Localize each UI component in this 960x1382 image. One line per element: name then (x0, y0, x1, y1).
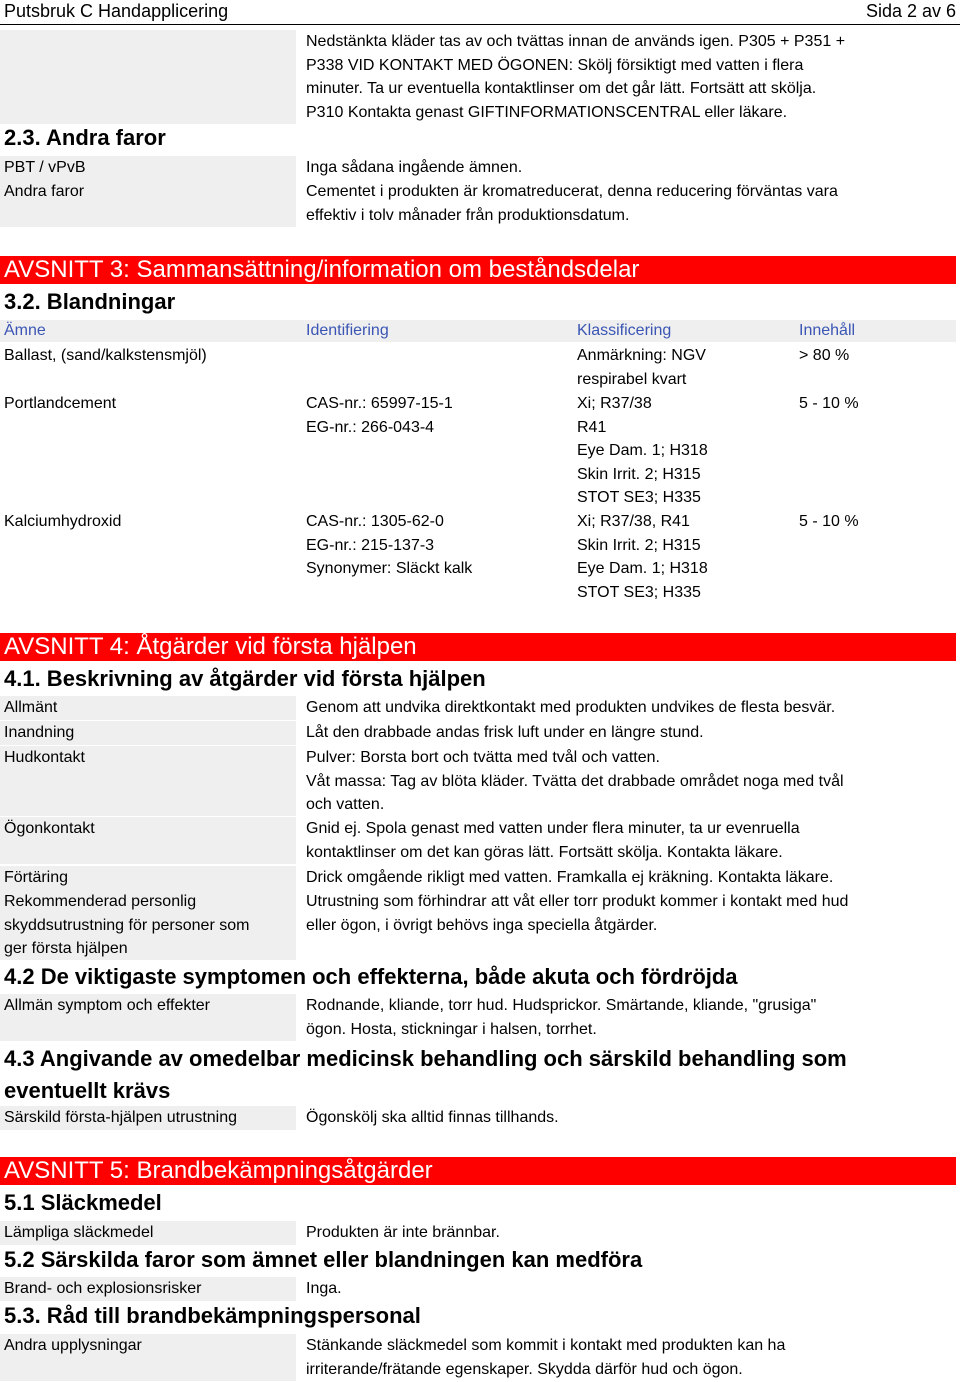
label-cell-blank (0, 30, 296, 124)
content-amount: 5 - 10 % (799, 395, 859, 412)
firefighter-advice-line: Stänkande släckmedel som kommit i kontakt med produkten kan ha (306, 1337, 786, 1354)
section-5-title: AVSNITT 5: Brandbekämpningsåtgärder (0, 1157, 956, 1185)
firefighter-advice-value (306, 1334, 956, 1381)
inhalation-label: Inandning (0, 721, 296, 745)
substance-name: Ballast, (sand/kalkstensmjöl) (4, 347, 207, 364)
identification-line: CAS-nr.: 65997-15-1 (306, 395, 453, 412)
symptoms-line: Rodnande, kliande, torr hud. Hudsprickor. Smärtande, kliande, "grusiga" (306, 997, 817, 1014)
substance-name: Portlandcement (4, 395, 117, 412)
classification-cell (577, 510, 795, 604)
firefighter-advice-line: irriterande/frätande egenskaper. Skydda därför hud och ögon. (306, 1360, 743, 1378)
skin-contact-label: Hudkontakt (0, 746, 296, 816)
identification-line: EG-nr.: 266-043-4 (306, 418, 435, 436)
symptoms-label: Allmän symptom och effekter (0, 994, 296, 1041)
general-label: Allmänt (0, 696, 296, 720)
ppe-line: Utrustning som förhindrar att våt eller torr produkt kommer i kontakt med hud (306, 893, 849, 910)
precaution-line: minuter. Ta ur eventuella kontaktlinser om det går lätt. Fortsätt att skölja. (306, 80, 817, 97)
ppe-label-line: Rekommenderad personlig (4, 893, 197, 910)
ppe-label (0, 890, 296, 960)
content-amount: > 80 % (799, 347, 850, 364)
section-4-title: AVSNITT 4: Åtgärder vid första hjälpen (0, 633, 956, 661)
other-hazards-line: effektiv i tolv månader från produktionsdatum. (306, 206, 630, 224)
inhalation-value: Låt den drabbade andas frisk luft under en längre stund. (306, 724, 704, 741)
identification-line: Synonymer: Släckt kalk (306, 560, 473, 577)
pbt-value: Inga sådana ingående ämnen. (306, 159, 523, 176)
special-equipment-label: Särskild första-hjälpen utrustning (0, 1106, 296, 1130)
classification-cell (577, 344, 795, 391)
column-header-classification: Klassificering (577, 322, 672, 339)
classification-line: Skin Irrit. 2; H315 (577, 465, 701, 483)
precaution-line: Nedstänkta kläder tas av och tvättas innan de används igen. P305 + P351 + (306, 33, 846, 50)
subsection-heading-4-2: 4.2 De viktigaste symptomen och effekterna, både akuta och fördröjda (4, 964, 738, 989)
eye-contact-line: Gnid ej. Spola genast med vatten under flera minuter, ta ur evenruella (306, 820, 800, 837)
subsection-heading-line: 4.3 Angivande av omedelbar medicinsk behandling och särskild behandling som (4, 1046, 847, 1071)
classification-cell (577, 392, 795, 510)
identification-cell (306, 510, 572, 581)
identification-cell (306, 392, 572, 439)
other-hazards-line: Cementet i produkten är kromatreducerat, denna reducering förväntas vara (306, 183, 838, 200)
content-amount: 5 - 10 % (799, 513, 859, 530)
skin-contact-line: Pulver: Borsta bort och tvätta med tvål och vatten. (306, 749, 660, 766)
ingestion-value: Drick omgående rikligt med vatten. Framkalla ej kräkning. Kontakta läkare. (306, 869, 834, 886)
classification-line: respirabel kvart (577, 370, 687, 388)
precaution-line: P310 Kontakta genast GIFTINFORMATIONSCENTRAL eller läkare. (306, 103, 788, 121)
skin-contact-line: Våt massa: Tag av blöta kläder. Tvätta det drabbade området noga med tvål (306, 772, 844, 790)
subsection-heading-5-2: 5.2 Särskilda faror som ämnet eller blandningen kan medföra (4, 1247, 643, 1272)
subsection-heading-2-3: 2.3. Andra faror (4, 125, 166, 150)
general-value: Genom att undvika direktkontakt med produkten undvikes de flesta besvär. (306, 699, 836, 716)
subsection-heading-4-3 (4, 1043, 847, 1107)
classification-line: Xi; R37/38, R41 (577, 513, 690, 530)
fire-hazards-label: Brand- och explosionsrisker (0, 1277, 296, 1301)
classification-line: Anmärkning: NGV (577, 347, 706, 364)
classification-line: Eye Dam. 1; H318 (577, 442, 708, 459)
classification-line: R41 (577, 418, 607, 436)
pbt-label: PBT / vPvB (0, 156, 296, 180)
ppe-label-line: skyddsutrustning för personer som (4, 916, 250, 934)
classification-line: Eye Dam. 1; H318 (577, 560, 708, 577)
subsection-heading-3-2: 3.2. Blandningar (4, 289, 176, 314)
skin-contact-value (306, 746, 956, 817)
section-3-title: AVSNITT 3: Sammansättning/information om beståndsdelar (0, 256, 956, 284)
ppe-line: eller ögon, i övrigt behövs inga speciella åtgärder. (306, 916, 658, 934)
classification-line: STOT SE3; H335 (577, 489, 701, 506)
skin-contact-line: och vatten. (306, 796, 385, 813)
eye-contact-line: kontaktlinser om det kan göras lätt. Fortsätt skölja. Kontakta läkare. (306, 843, 783, 861)
eye-contact-value (306, 817, 956, 864)
identification-line: CAS-nr.: 1305-62-0 (306, 513, 444, 530)
page-number: Sida 2 av 6 (865, 1, 956, 21)
column-header-content: Innehåll (799, 322, 856, 339)
composition-table-header (0, 320, 956, 342)
classification-line: Skin Irrit. 2; H315 (577, 536, 701, 554)
ppe-value (306, 890, 956, 937)
extinguishing-media-value: Produkten är inte brännbar. (306, 1224, 500, 1241)
special-equipment-value: Ögonskölj ska alltid finnas tillhands. (306, 1109, 559, 1126)
other-hazards-label: Andra faror (0, 180, 296, 227)
substance-name: Kalciumhydroxid (4, 513, 122, 530)
column-header-substance: Ämne (4, 322, 46, 339)
identification-line: EG-nr.: 215-137-3 (306, 536, 435, 554)
classification-line: STOT SE3; H335 (577, 583, 701, 601)
document-title: Putsbruk C Handapplicering (4, 1, 229, 21)
precaution-statements (306, 30, 956, 124)
symptoms-value (306, 994, 956, 1041)
other-hazards-value (306, 180, 956, 227)
ingestion-label: Förtäring (0, 866, 296, 890)
subsection-heading-5-3: 5.3. Råd till brandbekämpningspersonal (4, 1303, 421, 1328)
firefighter-advice-label: Andra upplysningar (0, 1334, 296, 1381)
precaution-line: P338 VID KONTAKT MED ÖGONEN: Skölj försiktigt med vatten i flera (306, 56, 804, 74)
subsection-heading-5-1: 5.1 Släckmedel (4, 1190, 162, 1215)
subsection-heading-4-1: 4.1. Beskrivning av åtgärder vid första hjälpen (4, 666, 486, 691)
symptoms-line: ögon. Hosta, stickningar i halsen, torrhet. (306, 1020, 597, 1038)
subsection-heading-line: eventuellt krävs (4, 1078, 171, 1103)
page-header (0, 0, 960, 25)
classification-line: Xi; R37/38 (577, 395, 652, 412)
ppe-label-line: ger första hjälpen (4, 940, 128, 957)
column-header-identification: Identifiering (306, 322, 389, 339)
eye-contact-label: Ögonkontakt (0, 817, 296, 864)
fire-hazards-value: Inga. (306, 1280, 342, 1297)
extinguishing-media-label: Lämpliga släckmedel (0, 1221, 296, 1245)
